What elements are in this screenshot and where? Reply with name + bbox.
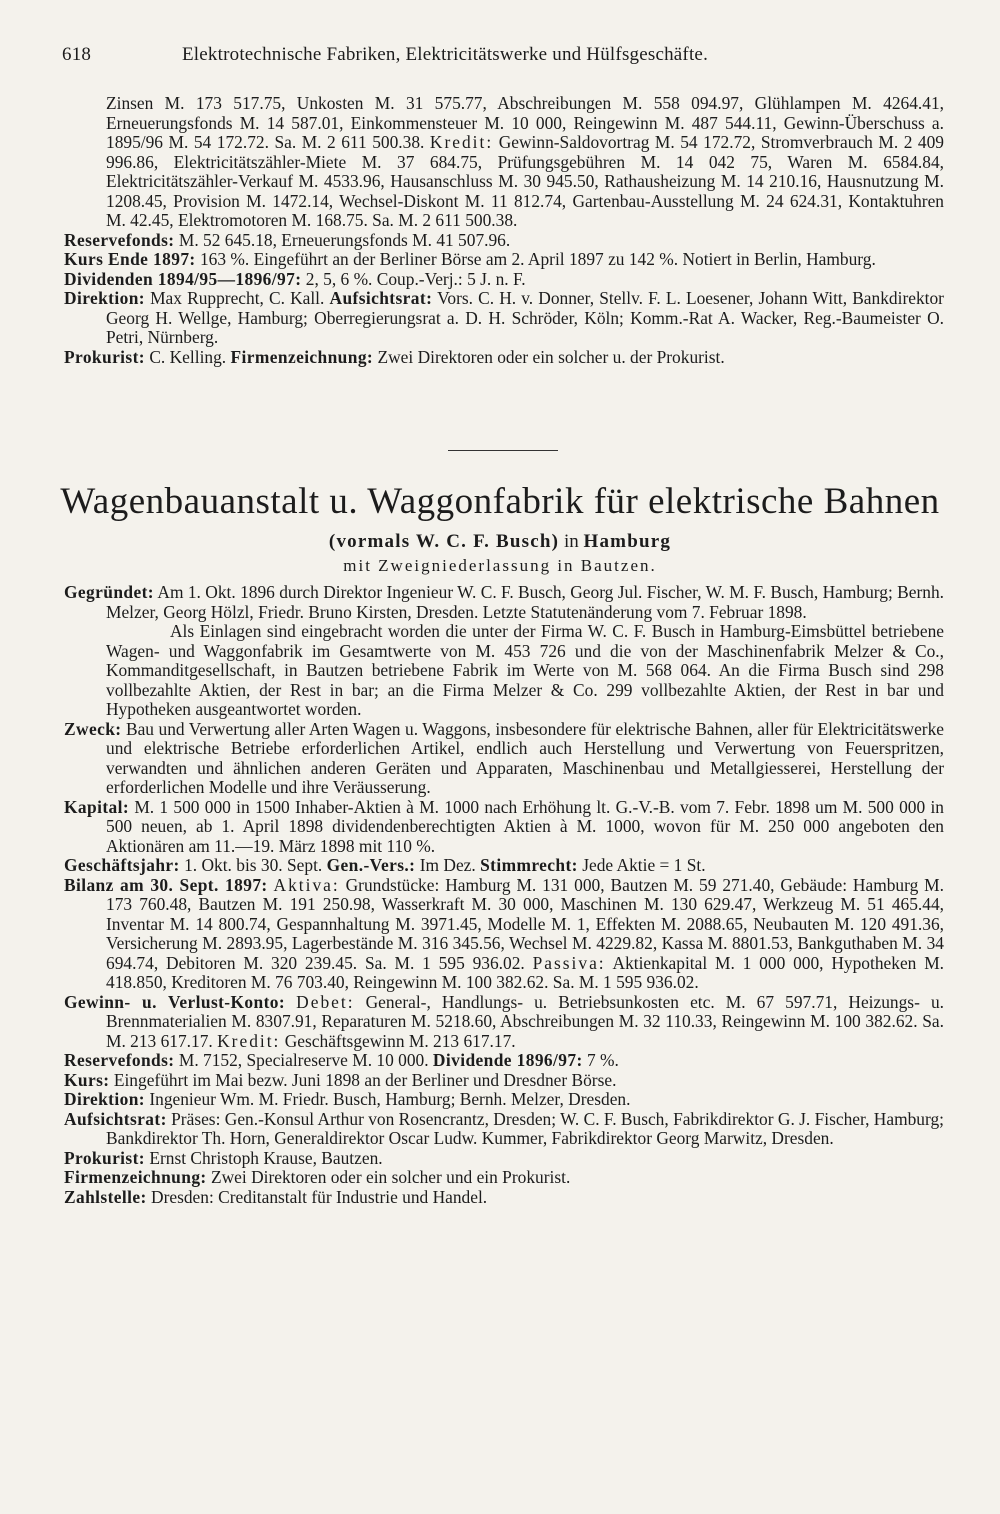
label: Gegründet: xyxy=(64,582,154,602)
value: General-, Handlungs- u. Betriebsunkosten etc. M. 67 597.71, Heizungs- u. Brennmaterialien M. 8307.91, Reparaturen M. 5218.60, Abschreibungen M. 32 110.33, Reingewinn M. 100 382.62. Sa. M. 213 617.17. xyxy=(106,991,944,1051)
gewinn-verlust xyxy=(64,993,944,1052)
label: Dividenden 1894/95—1896/97: xyxy=(64,268,302,289)
value: Am 1. Okt. 1896 durch Direktor Ingenieur W. C. F. Busch, Georg Jul. Fischer, W. M. F. Busch, Hamburg; Bernh. Melzer, Georg Hölzl, Friedr. Bruno Kirsten, Dresden. Letzte Statutenänderung vom 7. Februar 1898. xyxy=(106,582,944,622)
company-entry xyxy=(64,583,944,1207)
value: M. 7152, Specialreserve M. 10 000. xyxy=(178,1050,429,1070)
zahlstelle xyxy=(64,1188,944,1208)
value: Bau und Verwertung aller Arten Wagen u. Waggons, insbesondere für elektrische Bahnen, aller für Elektricitätswerke und elektrische Betriebe erforderlichen Artikel, endlich auch Herstellung und Verwertung von Feuerspritzen, verwandten und ähnlichen anderen Geräten und Apparaten, Maschinenbau und Metallgiesserei, Herstellung der erforderlichen Modelle und ihre Veräusserung. xyxy=(106,718,944,797)
value: Ernst Christoph Krause, Bautzen. xyxy=(149,1147,383,1168)
label: Gewinn- u. Verlust-Konto: xyxy=(64,991,286,1012)
direktion xyxy=(64,1090,944,1110)
value: Grundstücke: Hamburg M. 131 000, Bautzen M. 59 271.40, Gebäude: Hamburg M. 173 760.48, Bautzen M. 191 250.98, Wasserkraft M. 30 000, Maschinen M. 130 629.47, Werkzeug M. 51 465.44, Inventar M. 14 800.74, Gespannhaltung M. 3971.45, Modelle M. 1, Effekten M. 2088.65, Neubauten M. 120 491.36, Versicherung M. 2893.95, Lagerbestände M. 316 345.56, Wechsel M. 4229.82, Kassa M. 8801.53, Bankguthaben M. 34 694.74, Debitoren M. 320 239.45. Sa. M. 1 595 936.02. xyxy=(106,874,944,973)
label: Prokurist: xyxy=(64,1147,145,1168)
subtitle-in: in xyxy=(563,531,579,552)
label: Reservefonds: xyxy=(64,229,175,250)
label: Kapital: xyxy=(64,796,130,817)
value: 163 %. Eingeführt an der Berliner Börse am 2. April 1897 zu 142 %. Notiert in Berlin, Hamburg. xyxy=(199,249,876,269)
value: Vors. C. H. v. Donner, Stellv. F. L. Loesener, Johann Witt, Bankdirektor Georg H. Wellge, Hamburg; Oberregierungsrat a. D. H. Schröder, Köln; Komm.-Rat A. Wacker, Reg.-Baumeister O. Petri, Nürnberg. xyxy=(106,288,944,347)
prev-kredit-text: Gewinn-Saldovortrag M. 54 172.72, Stromverbrauch M. 2 409 996.86, Elektricitätszähler-Miete M. 37 684.75, Prüfungsgebühren M. 14 042 75, Waren M. 6584.84, Elektricitätszähler-Verkauf M. 4533.96, Hausanschluss M. 30 945.50, Rathausheizung M. 14 210.16, Hausnutzung M. 1208.45, Provision M. 1472.14, Wechsel-Diskont M. 11 812.74, Gartenbau-Ausstellung M. 24 624.31, Kontaktuhren M. 42.45, Elektromotoren M. 168.75. Sa. M. 2 611 500.38. xyxy=(106,132,945,230)
value: Zwei Direktoren oder ein solcher u. der Prokurist. xyxy=(377,346,725,367)
value: Zwei Direktoren oder ein solcher und ein Prokurist. xyxy=(210,1167,571,1187)
value: Geschäftsgewinn M. 213 617.17. xyxy=(284,1030,516,1051)
label: Kurs Ende 1897: xyxy=(64,249,196,269)
label: Dividende 1896/97: xyxy=(432,1050,583,1070)
label: Gen.-Vers.: xyxy=(326,855,416,875)
label: Zweck: xyxy=(64,718,122,739)
running-title: Elektrotechnische Fabriken, Elektricitätswerke und Hülfsgeschäfte. xyxy=(182,44,709,65)
label: Aufsichtsrat: xyxy=(329,288,433,308)
previous-entry xyxy=(64,94,944,367)
label: Prokurist: xyxy=(64,346,145,367)
reservefonds xyxy=(64,1051,944,1071)
company-subtitle xyxy=(0,531,1000,553)
label: Geschäftsjahr: xyxy=(64,855,180,875)
value: 2, 5, 6 %. Coup.-Verj.: 5 J. n. F. xyxy=(305,268,526,289)
value: Dresden: Creditanstalt für Industrie und Handel. xyxy=(151,1186,488,1207)
value: Aktienkapital M. 1 000 000, Hypotheken M. 418.850, Kreditoren M. 76 703.40, Reingewinn M. 100 382.62. Sa. M. 1 595 936.02. xyxy=(106,952,944,992)
value: 7 %. xyxy=(587,1050,619,1070)
kurs xyxy=(64,1071,944,1091)
subtitle-vormals: (vormals W. C. F. Busch) xyxy=(328,531,560,552)
company-title: Wagenbauanstalt u. Waggonfabrik für elektrische Bahnen xyxy=(60,481,940,522)
label: Debet: xyxy=(296,991,355,1012)
label: Firmenzeichnung: xyxy=(230,346,374,367)
value: M. 52 645.18, Erneuerungsfonds M. 41 507.96. xyxy=(178,229,511,250)
label: Kredit: xyxy=(217,1030,281,1051)
prev-zinsen-paragraph xyxy=(64,94,944,231)
value: Jede Aktie = 1 St. xyxy=(582,855,706,875)
prev-dividenden xyxy=(64,270,944,290)
value: Präses: Gen.-Konsul Arthur von Rosencrantz, Dresden; W. C. F. Busch, Fabrikdirektor G. J. Fischer, Hamburg; Bankdirektor Th. Horn, Generaldirektor Oscar Ludw. Kummer, Fabrikdirektor Georg Marwitz, Dresden. xyxy=(106,1108,944,1148)
geschaeftsjahr xyxy=(64,856,944,876)
label: Firmenzeichnung: xyxy=(64,1167,207,1187)
label: Kurs: xyxy=(64,1069,110,1090)
label: Reservefonds: xyxy=(64,1050,175,1070)
prev-direktion xyxy=(64,289,944,348)
aufsichtsrat xyxy=(64,1110,944,1149)
prev-reservefonds xyxy=(64,231,944,251)
value: Eingeführt im Mai bezw. Juni 1898 an der Berliner und Dresdner Börse. xyxy=(113,1069,617,1090)
label: Aktiva: xyxy=(273,874,340,895)
page-number: 618 xyxy=(62,44,92,65)
bilanz xyxy=(64,876,944,993)
gegruendet xyxy=(64,583,944,622)
prev-kredit-label: Kredit: xyxy=(429,132,494,152)
prev-zinsen-text: Zinsen M. 173 517.75, Unkosten M. 31 575.77, Abschreibungen M. 558 094.97, Glühlampen M. 4264.41, Erneuerungsfonds M. 14 587.01, Einkommensteuer M. 10 000, Reingewinn M. 487 544.11, Gewinn-Überschuss a. 1895/96 M. 54 172.72. Sa. M. 2 611 500.38. xyxy=(106,93,944,152)
label: Bilanz am 30. Sept. 1897: xyxy=(64,874,268,895)
value: 1. Okt. bis 30. Sept. xyxy=(184,855,323,875)
value: M. 1 500 000 in 1500 Inhaber-Aktien à M. 1000 nach Erhöhung lt. G.-V.-B. vom 7. Febr. 1898 um M. 500 000 in 500 neuen, ab 1. April 1898 dividendenberechtigten Aktien à M. 1000, wovon für M. 250 000 angeboten den Aktionären am 11.—19. März 1898 mit 110 %. xyxy=(106,796,944,856)
running-header xyxy=(62,44,942,66)
company-branch: mit Zweigniederlassung in Bautzen. xyxy=(343,556,657,575)
label: Stimmrecht: xyxy=(480,855,578,875)
prokurist xyxy=(64,1149,944,1169)
kapital xyxy=(64,798,944,857)
label: Aufsichtsrat: xyxy=(64,1108,167,1129)
label: Direktion: xyxy=(64,288,145,308)
value: C. Kelling. xyxy=(149,346,227,367)
value: Max Rupprecht, C. Kall. xyxy=(150,288,325,308)
label: Passiva: xyxy=(532,952,606,973)
prev-prokurist xyxy=(64,348,944,368)
value: Im Dez. xyxy=(419,855,476,875)
firmenzeichnung xyxy=(64,1168,944,1188)
prev-kurs xyxy=(64,250,944,270)
value: Ingenieur Wm. M. Friedr. Busch, Hamburg; Bernh. Melzer, Dresden. xyxy=(149,1089,631,1109)
zweck xyxy=(64,720,944,798)
section-divider xyxy=(448,450,558,451)
label: Direktion: xyxy=(64,1089,145,1109)
label: Zahlstelle: xyxy=(64,1186,147,1207)
subtitle-city: Hamburg xyxy=(583,531,672,552)
einlagen: Als Einlagen sind eingebracht worden die unter der Firma W. C. F. Busch in Hamburg-Eimsbüttel betriebene Wagen- und Waggonfabrik im Gesamtwerte von M. 453 726 und die von der Maschinenfabrik Melzer & Co., Kommanditgesellschaft, in Bautzen betriebene Fabrik im Werte von M. 568 064. An die Firma Busch sind 298 vollbezahlte Aktien, der Rest in bar; an die Firma Melzer & Co. 299 vollbezahlte Aktien, der Rest in bar und Hypotheken ausgeantwortet worden. xyxy=(106,621,944,719)
